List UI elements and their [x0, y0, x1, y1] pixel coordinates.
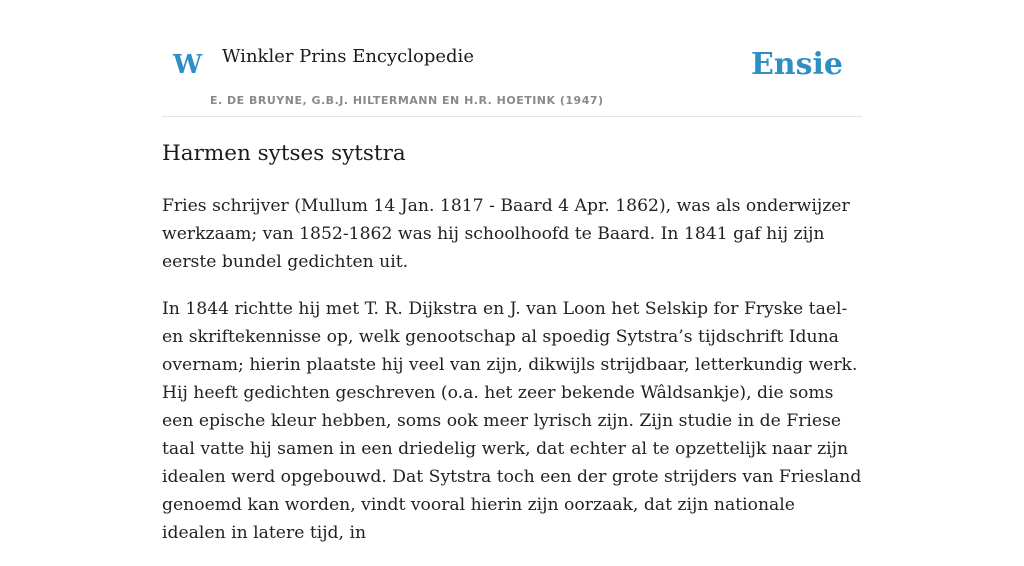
ensie-logo-link[interactable]: Ensie	[750, 47, 843, 82]
article-title: Harmen sytses sytstra	[162, 141, 406, 166]
site-header	[162, 0, 862, 117]
article-paragraph: In 1844 richtte hij met T. R. Dijkstra en J. van Loon het Selskip for Fryske tael- en skriftekennisse op, welk genootschap al spoedig Sytstra’s tijdschrift Iduna overnam; hierin plaatste hij veel van zijn, dikwijls strijdbaar, letterkundig werk. Hij heeft gedichten geschreven (o.a. het zeer bekende Wâldsankje), die soms een epische kleur hebben, soms ook meer lyrisch zijn. Zijn studie in de Friese taal vatte hij samen in een driedelig werk, dat echter al te opzettelijk naar zijn idealen werd opgebouwd. Dat Sytstra toch een der grote strijders van Friesland genoemd kan worden, vindt vooral hierin zijn oorzaak, dat zijn nationale idealen in latere tijd, in	[162, 299, 862, 543]
source-title[interactable]: Winkler Prins Encyclopedie	[222, 46, 474, 67]
article-paragraph: Fries schrijver (Mullum 14 Jan. 1817 - Baard 4 Apr. 1862), was als onderwijzer werkzaam; van 1852-1862 was hij schoolhoofd te Baard. In 1841 gaf hij zijn eerste bundel gedichten uit.	[162, 196, 850, 272]
source-authors: E. DE BRUYNE, G.B.J. HILTERMANN EN H.R. HOETINK (1947)	[210, 94, 604, 107]
article-body	[162, 192, 862, 566]
winkler-prins-logo-icon[interactable]: W	[173, 50, 203, 80]
